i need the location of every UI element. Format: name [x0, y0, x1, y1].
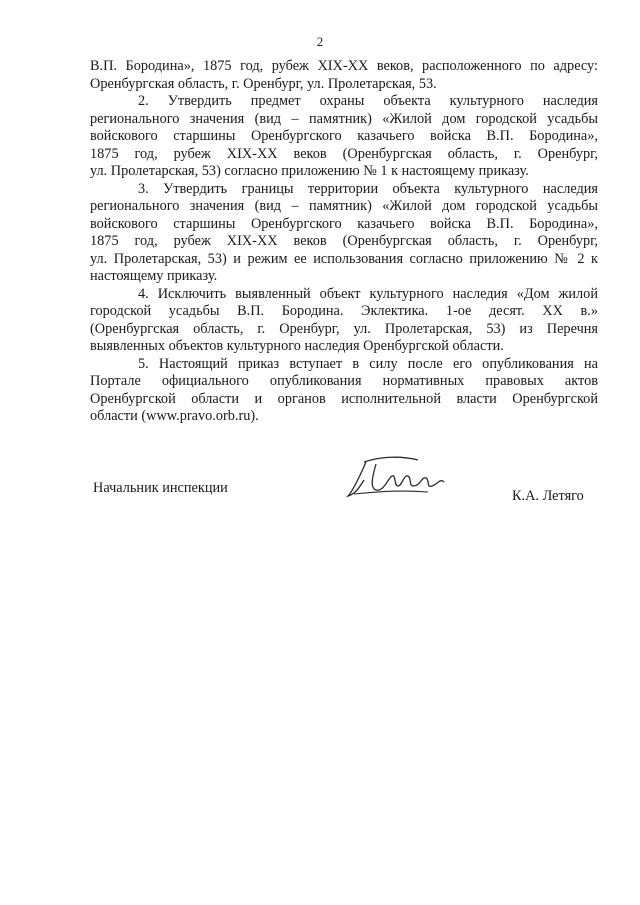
text-line: ул. Пролетарская, 53) и режим ее использования согласно приложению № 2 к	[90, 250, 598, 267]
text-line: 3. Утвердить границы территории объекта культурного наследия	[138, 180, 598, 197]
page-number: 2	[316, 34, 324, 49]
text-line: настоящему приказу.	[90, 268, 218, 284]
signer-name: К.А. Летяго	[512, 488, 584, 504]
text-line: (Оренбургская область, г. Оренбург, ул. Пролетарская, 53) из Перечня	[90, 320, 598, 337]
text-line: В.П. Бородина», 1875 год, рубеж XIX-XX веков, расположенного по адресу:	[90, 58, 598, 74]
text-line: ул. Пролетарская, 53) согласно приложению № 1 к настоящему приказу.	[90, 163, 529, 179]
text-line: 1875 год, рубеж XIX-XX веков (Оренбургская область, г. Оренбург,	[90, 233, 598, 249]
handwritten-signature	[342, 452, 452, 506]
text-line: Портале официального опубликования нормативных правовых актов	[90, 373, 598, 389]
text-line: Оренбургская область, г. Оренбург, ул. Пролетарская, 53.	[90, 75, 437, 92]
text-line: 5. Настоящий приказ вступает в силу после его опубликования на	[138, 355, 598, 372]
text-line: регионального значения (вид – памятник) «Жилой дом городской усадьбы	[90, 198, 598, 214]
paragraph-4	[90, 286, 598, 356]
paragraph-3	[90, 181, 598, 286]
text-line: регионального значения (вид – памятник) «Жилой дом городской усадьбы	[90, 110, 598, 127]
text-line: 2. Утвердить предмет охраны объекта культурного наследия	[138, 93, 598, 109]
text-line: Оренбургской области и органов исполнительной власти Оренбургской	[90, 390, 598, 407]
text-line: области (www.pravo.orb.ru).	[90, 408, 259, 424]
text-line: войскового старшины Оренбургского казачьего войска В.П. Бородина»,	[90, 128, 598, 144]
text-line: 1875 год, рубеж XIX-XX веков (Оренбургская область, г. Оренбург,	[90, 145, 598, 162]
document-body	[90, 58, 598, 426]
paragraph-5	[90, 356, 598, 426]
text-line: 4. Исключить выявленный объект культурного наследия «Дом жилой	[138, 285, 598, 302]
paragraph-2	[90, 93, 598, 181]
signer-title: Начальник инспекции	[93, 480, 228, 496]
text-line: городской усадьбы В.П. Бородина. Эклектика. 1-ое десят. XX в.»	[90, 303, 598, 319]
text-line: войскового старшины Оренбургского казачьего войска В.П. Бородина»,	[90, 215, 598, 232]
text-line: выявленных объектов культурного наследия Оренбургской области.	[90, 338, 504, 354]
paragraph-1	[90, 58, 598, 93]
